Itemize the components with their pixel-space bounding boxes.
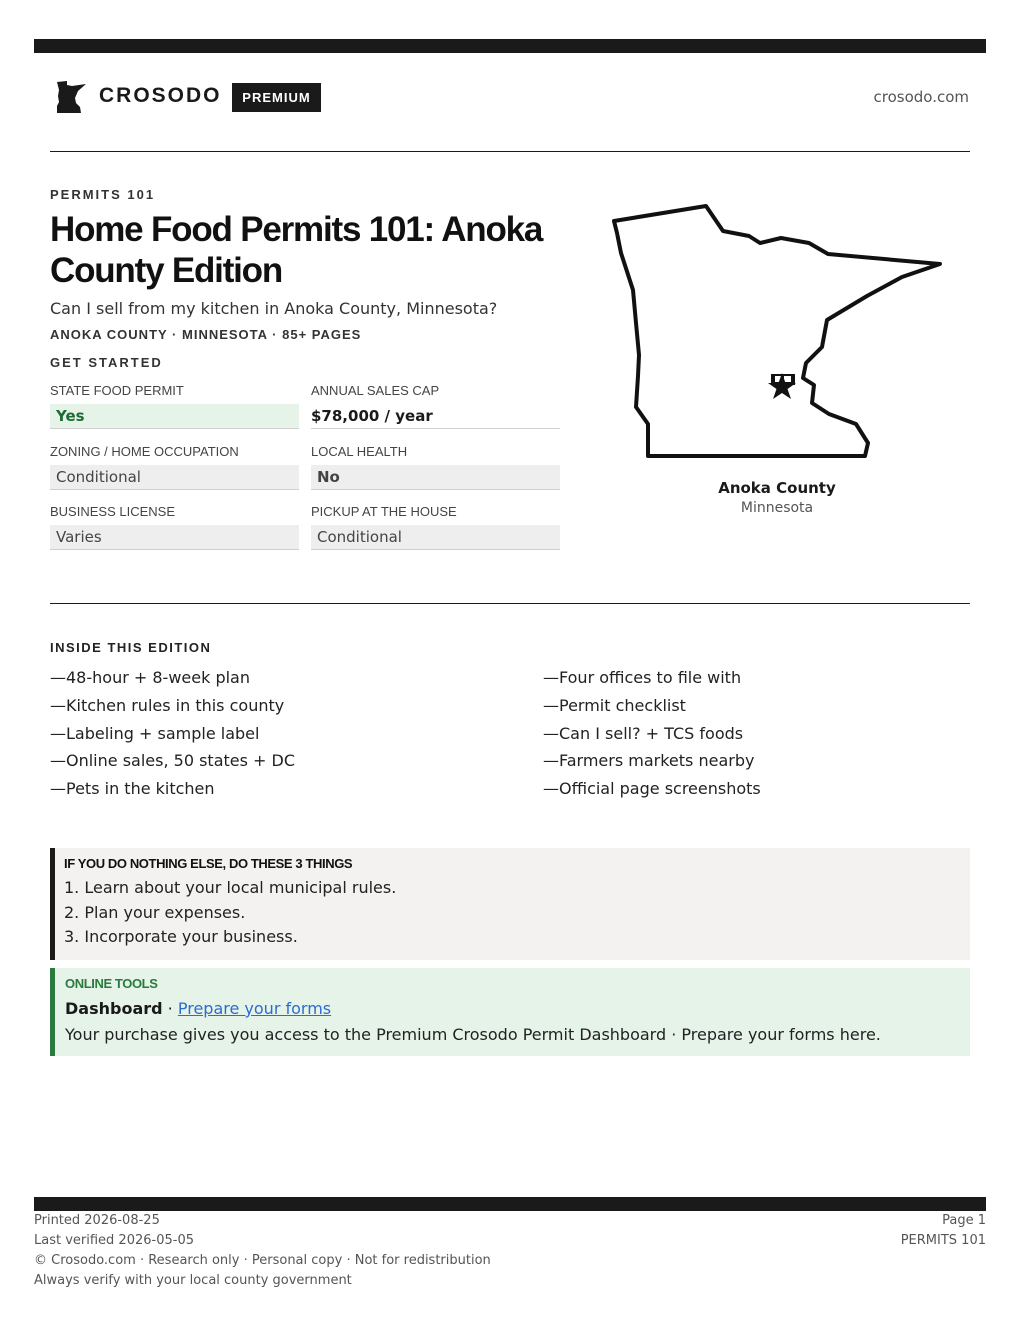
field-value: Varies — [50, 525, 299, 550]
toc-right-column — [543, 664, 761, 803]
field-value: $78,000 / year — [311, 404, 560, 429]
get-started-heading: GET STARTED — [50, 355, 163, 370]
toc-item: —Kitchen rules in this county — [50, 695, 285, 715]
edition-meta: ANOKA COUNTY · MINNESOTA · 85+ PAGES — [50, 327, 362, 342]
minnesota-outline — [614, 206, 940, 456]
field-value: Conditional — [311, 525, 560, 550]
toc-item: —Farmers markets nearby — [543, 751, 755, 771]
state-food-permit-field — [50, 383, 299, 429]
three-things-callout — [50, 848, 970, 960]
online-tools-heading: ONLINE TOOLS — [65, 976, 158, 991]
online-tools-box — [50, 968, 970, 1056]
field-label: STATE FOOD PERMIT — [50, 383, 184, 398]
brand-name[interactable]: CROSODO — [99, 84, 222, 107]
field-value: Conditional — [50, 465, 299, 490]
footer-left — [34, 1211, 491, 1291]
site-url[interactable]: crosodo.com — [873, 88, 969, 106]
header-divider — [50, 151, 970, 152]
minnesota-logo-icon — [55, 80, 87, 114]
field-value-yes: Yes — [50, 404, 299, 429]
business-license-field — [50, 504, 299, 550]
verify-disclaimer: Always verify with your local county government — [34, 1273, 352, 1288]
dashboard-label: Dashboard — [65, 999, 163, 1018]
toc-item: —Can I sell? + TCS foods — [543, 723, 744, 743]
callout-step: 1. Learn about your local municipal rules. — [64, 878, 397, 897]
dashboard-line — [65, 999, 970, 1018]
tools-description: Your purchase gives you access to the Premium Crosodo Permit Dashboard · Prepare your forms here. — [65, 1025, 881, 1044]
minnesota-map — [606, 200, 952, 466]
county-name: Anoka County — [718, 479, 836, 497]
toc-item: —Labeling + sample label — [50, 723, 260, 743]
local-health-field — [311, 444, 560, 490]
callout-step: 3. Incorporate your business. — [64, 927, 298, 946]
pickup-field — [311, 504, 560, 550]
toc-item: —Permit checklist — [543, 695, 686, 715]
zoning-field — [50, 444, 299, 490]
toc-item: —Online sales, 50 states + DC — [50, 751, 296, 771]
callout-heading: IF YOU DO NOTHING ELSE, DO THESE 3 THINGS — [64, 856, 353, 871]
printed-date: Printed 2026-08-25 — [34, 1213, 160, 1228]
field-label: LOCAL HEALTH — [311, 444, 408, 459]
section-kicker: PERMITS 101 — [50, 187, 156, 202]
field-label: PICKUP AT THE HOUSE — [311, 504, 457, 519]
toc-item: —48-hour + 8-week plan — [50, 668, 250, 687]
toc-left-column — [50, 664, 295, 803]
field-label: BUSINESS LICENSE — [50, 504, 175, 519]
toc-item: —Official page screenshots — [543, 779, 761, 799]
page-title: Home Food Permits 101: Anoka County Edition — [50, 210, 543, 290]
premium-badge: PREMIUM — [232, 83, 321, 112]
callout-step: 2. Plan your expenses. — [64, 902, 246, 922]
field-value: No — [311, 465, 560, 490]
separator: · — [167, 999, 173, 1018]
prepare-forms-link[interactable]: Prepare your forms — [177, 999, 332, 1018]
verified-date: Last verified 2026-05-05 — [34, 1233, 194, 1248]
inside-edition-heading: INSIDE THIS EDITION — [50, 640, 212, 655]
top-bar — [34, 39, 986, 53]
section-divider — [50, 603, 970, 604]
annual-sales-cap-field — [311, 383, 560, 429]
toc-item: —Pets in the kitchen — [50, 779, 215, 799]
page-number: Page 1 — [942, 1213, 986, 1228]
footer-bar — [34, 1197, 986, 1211]
field-label: ANNUAL SALES CAP — [311, 383, 440, 398]
copyright-notice: © Crosodo.com · Research only · Personal copy · Not for redistribution — [34, 1253, 491, 1268]
footer-section: PERMITS 101 — [900, 1233, 986, 1248]
toc-item: —Four offices to file with — [543, 668, 742, 687]
page-subtitle: Can I sell from my kitchen in Anoka County, Minnesota? — [50, 299, 498, 318]
state-name: Minnesota — [740, 500, 814, 516]
footer-right — [901, 1211, 986, 1251]
field-label: ZONING / HOME OCCUPATION — [50, 444, 239, 459]
